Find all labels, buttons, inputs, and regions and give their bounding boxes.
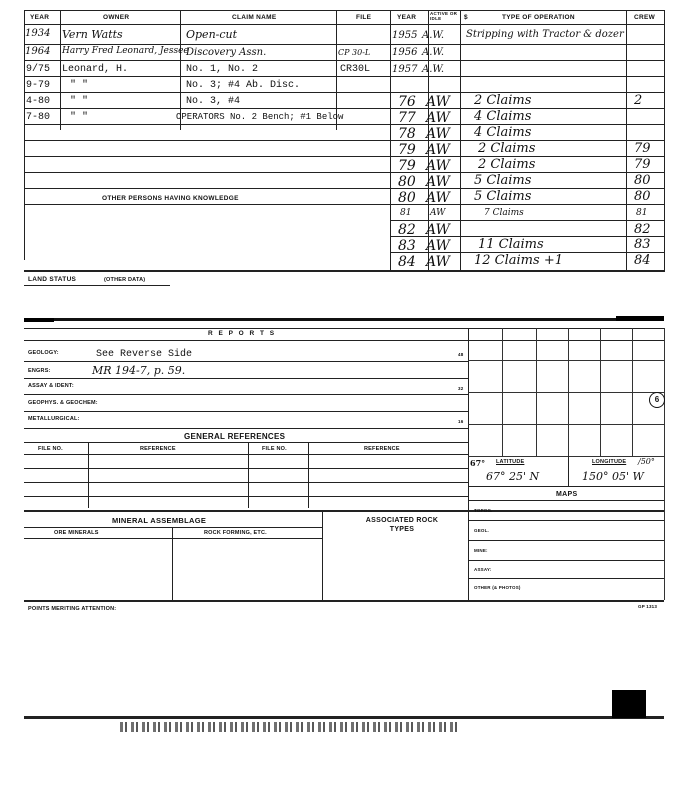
maps-topog: TOPOG. [474, 508, 493, 513]
associated-rock-types: ASSOCIATED ROCK TYPES [365, 517, 439, 533]
op-type: 5 Claims [474, 189, 532, 204]
claim-name: OPERATORS No. 2 Bench; #1 Below [176, 112, 344, 122]
crew-header: CREW [634, 14, 656, 21]
file-header: FILE [356, 14, 372, 21]
ref-col-reference-1: REFERENCE [140, 446, 176, 452]
claim-owner: " " [70, 112, 89, 123]
op-crew: 81 [636, 208, 648, 218]
claim-owner: Vern Watts [62, 28, 123, 41]
op-year-header: YEAR [397, 14, 417, 21]
ref-col-file-2: FILE NO. [262, 446, 287, 452]
maps-title: MAPS [556, 491, 578, 498]
points-meriting-attention: POINTS MERITING ATTENTION: [28, 606, 117, 612]
claim-year: 4-80 [26, 96, 51, 107]
op-crew: 82 [634, 222, 651, 237]
op-crew: 2 [634, 93, 643, 108]
op-year: 80 [398, 190, 416, 206]
op-type: 2 Claims [474, 93, 532, 108]
op-crew: 84 [634, 253, 651, 268]
margin-mark: 32 [458, 386, 464, 391]
op-type: 4 Claims [474, 125, 532, 140]
claim-year: 1964 [25, 46, 51, 57]
ref-col-file-1: FILE NO. [38, 446, 63, 452]
maps-mine: MINE: [474, 548, 488, 553]
margin-mark: 16 [458, 419, 464, 424]
longitude-value: 150° 05' W [582, 470, 644, 483]
op-type: 12 Claims +1 [474, 253, 563, 268]
op-active: AW [426, 222, 450, 238]
other-persons-title: OTHER PERSONS HAVING KNOWLEDGE [102, 195, 239, 202]
op-active: AW [426, 126, 450, 142]
scan-artifact-block [612, 690, 646, 718]
dollar-header: $ [464, 14, 468, 21]
claim-year: 9/75 [26, 64, 51, 75]
geophys-label: GEOPHYS. & GEOCHEM: [28, 400, 98, 406]
rock-forming-label: ROCK FORMING, ETC. [204, 530, 267, 536]
op-type: Stripping with Tractor & dozer [466, 29, 624, 40]
maps-other: OTHER (& PHOTOS) [474, 585, 521, 590]
longitude-label: LONGITUDE [592, 459, 627, 465]
op-year: 76 [398, 94, 416, 110]
claim-file: CR30L [340, 64, 371, 75]
claim-year: 1934 [25, 28, 51, 39]
op-active: AW [426, 174, 450, 190]
assay-label: ASSAY & IDENT: [28, 383, 74, 389]
op-active: A.W. [422, 64, 445, 75]
op-active: A.W. [422, 47, 445, 58]
claim-name: No. 3; #4 Ab. Disc. [186, 80, 301, 91]
op-crew: 80 [634, 173, 651, 188]
scan-artifact-noise [120, 722, 460, 732]
op-type: 5 Claims [474, 173, 532, 188]
op-year: 77 [398, 110, 416, 126]
claim-name: No. 1, No. 2 [186, 64, 259, 75]
op-active: AW [426, 142, 450, 158]
scan-artifact-band [24, 716, 664, 719]
op-year: 83 [398, 238, 416, 254]
longitude-suffix: /50° [638, 457, 655, 466]
claim-owner: Harry Fred Leonard, Jessee [62, 46, 189, 56]
latitude-value: 67° 25' N [486, 470, 540, 483]
op-year: 1956 [392, 47, 418, 58]
op-type: 7 Claims [484, 208, 524, 218]
op-type: 2 Claims [478, 141, 536, 156]
op-crew: 80 [634, 189, 651, 204]
op-type: 4 Claims [474, 109, 532, 124]
land-status-sub: (OTHER DATA) [104, 277, 146, 283]
margin-mark: 48 [458, 352, 464, 357]
op-active: AW [426, 190, 450, 206]
claim-year: 9-79 [26, 80, 51, 91]
reports-title: R E P O R T S [208, 330, 277, 337]
op-active: A.W. [422, 30, 445, 41]
owner-header: OWNER [103, 14, 130, 21]
op-type: 2 Claims [478, 157, 536, 172]
op-year: 82 [398, 222, 416, 238]
op-crew: 83 [634, 237, 651, 252]
op-year: 80 [398, 174, 416, 190]
op-year: 79 [398, 142, 416, 158]
op-active: AW [426, 254, 450, 270]
active-idle-header: ACTIVE OR IDLE [430, 11, 458, 21]
claim-file: CP 30-L [338, 48, 371, 57]
general-references-title: GENERAL REFERENCES [184, 432, 286, 441]
claim-year: 7-80 [26, 112, 51, 123]
metallurgical-label: METALLURGICAL: [28, 416, 80, 422]
claim-owner: Leonard, H. [62, 64, 129, 75]
land-status-label: LAND STATUS [28, 276, 77, 283]
op-year: 79 [398, 158, 416, 174]
op-year: 84 [398, 254, 416, 270]
engrs-label: ENGRS: [28, 368, 51, 374]
op-year: 78 [398, 126, 416, 142]
location-circle-mark: 6 [649, 392, 665, 408]
op-active: AW [426, 94, 450, 110]
claim-name: Discovery Assn. [186, 47, 267, 58]
mineral-title: MINERAL ASSEMBLAGE [112, 516, 207, 525]
type-header: TYPE OF OPERATION [502, 14, 575, 21]
ref-col-reference-2: REFERENCE [364, 446, 400, 452]
maps-geol: GEOL. [474, 528, 490, 533]
maps-assay: ASSAY: [474, 567, 492, 572]
op-active: AW [430, 208, 446, 218]
op-crew: 79 [634, 141, 651, 156]
latitude-label: LATITUDE [496, 459, 525, 465]
claim-owner: " " [70, 80, 89, 91]
op-crew: 79 [634, 157, 651, 172]
op-year: 81 [400, 208, 412, 218]
claim-name-header: CLAIM NAME [232, 14, 277, 21]
op-year: 1955 [392, 30, 418, 41]
claim-name: Open-cut [186, 28, 238, 41]
engrs-value: MR 194-7, p. 59. [92, 364, 186, 377]
op-active: AW [426, 158, 450, 174]
op-year: 1957 [392, 64, 418, 75]
ore-minerals-label: ORE MINERALS [54, 530, 99, 536]
scan-artifact-bar [24, 318, 54, 322]
geology-label: GEOLOGY: [28, 350, 59, 356]
geology-value: See Reverse Side [96, 349, 193, 360]
lat-degree-prefix: 67° [470, 458, 486, 468]
form-code: GP 1313 [638, 604, 658, 609]
claim-owner: " " [70, 96, 89, 107]
year-header: YEAR [30, 14, 50, 21]
op-type: 11 Claims [478, 237, 544, 252]
scan-artifact-bar [616, 316, 664, 321]
op-active: AW [426, 110, 450, 126]
op-active: AW [426, 238, 450, 254]
claim-name: No. 3, #4 [186, 96, 241, 107]
